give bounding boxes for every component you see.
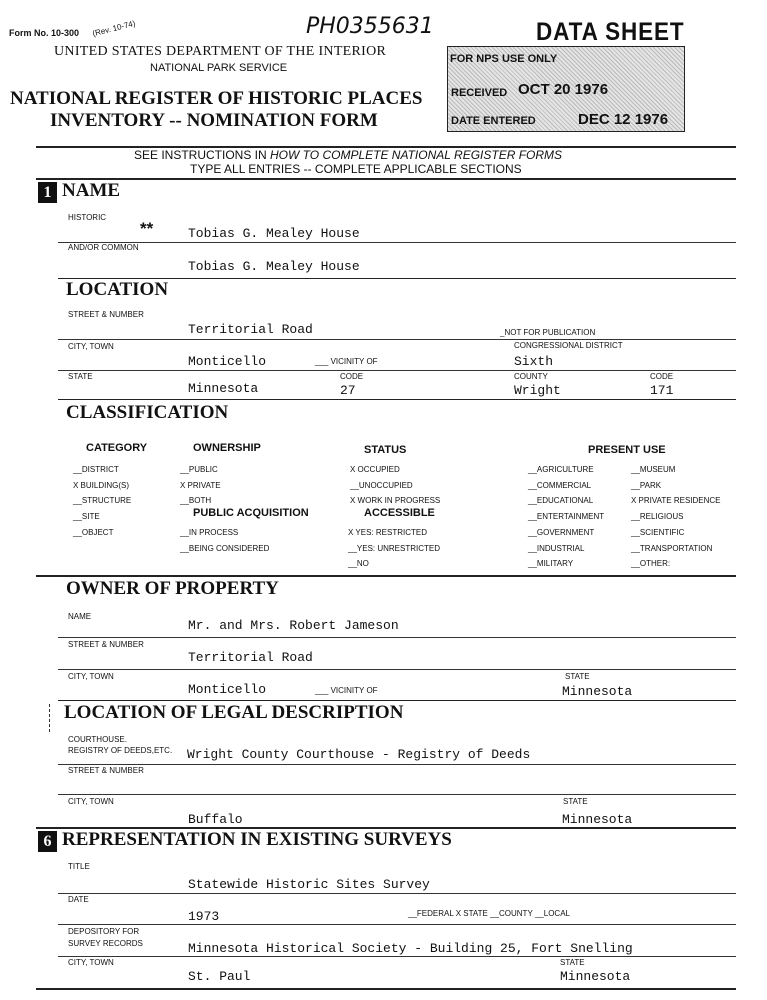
section-number-6: 6	[38, 831, 57, 852]
status-heading: STATUS	[364, 444, 407, 456]
owner-city-label: CITY, TOWN	[68, 672, 114, 681]
nps-use-box	[447, 46, 685, 132]
location-vicinity: ___ VICINITY OF	[315, 357, 378, 366]
owner-state-label: STATE	[565, 672, 590, 681]
ownership-list	[180, 462, 221, 509]
congressional-district-label: CONGRESSIONAL DISTRICT	[514, 341, 623, 350]
data-sheet-stamp: DATA SHEET	[536, 18, 685, 46]
accessible-no: __NO	[348, 559, 369, 569]
status-occupied: X OCCUPIED	[350, 465, 400, 474]
ownership-heading: OWNERSHIP	[193, 442, 261, 454]
owner-section-heading: OWNER OF PROPERTY	[66, 578, 279, 599]
survey-city-value: St. Paul	[188, 969, 251, 984]
depository-label-line1: DEPOSITORY FOR	[68, 927, 140, 936]
ownership-both: __BOTH	[180, 496, 212, 506]
form-revision: (Rev. 10-74)	[91, 18, 137, 39]
use-transportation: __TRANSPORTATION	[631, 543, 713, 553]
owner-name-label: NAME	[68, 612, 92, 621]
legal-state-value: Minnesota	[562, 812, 633, 827]
status-list	[350, 462, 440, 509]
location-state-label: STATE	[68, 372, 93, 381]
department-name: UNITED STATES DEPARTMENT OF THE INTERIOR	[54, 44, 387, 59]
ownership-private: X PRIVATE	[180, 480, 221, 490]
location-city-value: Monticello	[188, 354, 267, 369]
category-structure: __STRUCTURE	[73, 496, 132, 506]
owner-vicinity: ___ VICINITY OF	[315, 686, 378, 695]
county-label: COUNTY	[514, 372, 548, 381]
county-value: Wright	[514, 383, 561, 398]
use-industrial: __INDUSTRIAL	[528, 543, 585, 553]
classification-section-heading: CLASSIFICATION	[66, 402, 229, 423]
accessible-list	[348, 525, 440, 572]
nps-use-label: FOR NPS USE ONLY	[450, 53, 558, 65]
use-military: __MILITARY	[528, 559, 574, 569]
location-state-value: Minnesota	[188, 381, 259, 396]
state-code-value: 27	[340, 383, 356, 398]
public-acquisition-heading: PUBLIC ACQUISITION	[193, 507, 309, 519]
category-list	[73, 462, 131, 541]
use-museum: __MUSEUM	[631, 465, 676, 474]
category-object: __OBJECT	[73, 527, 114, 537]
not-for-publication: _NOT FOR PUBLICATION	[500, 328, 596, 337]
use-entertainment: __ENTERTAINMENT	[528, 512, 605, 522]
category-buildings: X BUILDING(S)	[73, 480, 130, 490]
form-number: Form No. 10-300	[9, 28, 80, 38]
use-other: __OTHER:	[631, 559, 671, 569]
acquisition-list	[180, 525, 269, 556]
name-section-heading: NAME	[62, 180, 121, 201]
courthouse-label-line2: REGISTRY OF DEEDS,ETC.	[68, 746, 173, 755]
category-heading: CATEGORY	[86, 442, 148, 454]
location-street-label: STREET & NUMBER	[68, 310, 144, 319]
present-use-list-right	[631, 462, 721, 572]
handwritten-id: PH0355631	[306, 14, 434, 39]
owner-state-value: Minnesota	[562, 684, 633, 699]
survey-state-value: Minnesota	[560, 969, 631, 984]
use-religious: __RELIGIOUS	[631, 512, 684, 522]
status-work-in-progress: X WORK IN PROGRESS	[350, 496, 441, 506]
location-section-heading: LOCATION	[66, 279, 169, 300]
owner-city-value: Monticello	[188, 682, 267, 697]
congressional-district-value: Sixth	[514, 354, 554, 369]
legal-city-label: CITY, TOWN	[68, 797, 114, 806]
owner-name-value: Mr. and Mrs. Robert Jameson	[188, 618, 399, 633]
accessible-unrestricted: __YES: UNRESTRICTED	[348, 543, 441, 553]
present-use-heading: PRESENT USE	[588, 444, 666, 456]
instructions-line1: SEE INSTRUCTIONS IN HOW TO COMPLETE NATIONAL REGISTER FORMS	[134, 148, 563, 162]
survey-date-value: 1973	[188, 909, 220, 924]
surveys-section-heading: REPRESENTATION IN EXISTING SURVEYS	[62, 829, 452, 850]
use-government: __GOVERNMENT	[528, 527, 595, 537]
category-district: __DISTRICT	[73, 465, 119, 474]
county-code-label: CODE	[650, 372, 674, 381]
date-entered-label: DATE ENTERED	[451, 115, 536, 127]
legal-state-label: STATE	[563, 797, 588, 806]
use-private-residence: X PRIVATE RESIDENCE	[631, 496, 721, 506]
category-site: __SITE	[73, 512, 100, 522]
use-commercial: __COMMERCIAL	[528, 480, 592, 490]
survey-title-value: Statewide Historic Sites Survey	[188, 877, 430, 892]
owner-street-label: STREET & NUMBER	[68, 640, 144, 649]
use-educational: __EDUCATIONAL	[528, 496, 594, 506]
common-name-label: AND/OR COMMON	[68, 243, 139, 252]
courthouse-value: Wright County Courthouse - Registry of Deeds	[187, 747, 531, 762]
accessible-heading: ACCESSIBLE	[364, 507, 435, 519]
form-title-line2: INVENTORY -- NOMINATION FORM	[50, 110, 378, 131]
received-date: OCT 20 1976	[518, 81, 609, 98]
historic-mark: **	[140, 219, 154, 238]
form-title-line1: NATIONAL REGISTER OF HISTORIC PLACES	[10, 88, 423, 109]
survey-city-label: CITY, TOWN	[68, 958, 114, 967]
legal-city-value: Buffalo	[188, 812, 243, 827]
depository-value: Minnesota Historical Society - Building 25, Fort Snelling	[188, 941, 633, 956]
historic-label: HISTORIC	[68, 213, 107, 222]
location-city-label: CITY, TOWN	[68, 342, 114, 351]
state-code-label: CODE	[340, 372, 364, 381]
present-use-list-left	[528, 462, 604, 572]
legal-street-label: STREET & NUMBER	[68, 766, 144, 775]
acquisition-being-considered: __BEING CONSIDERED	[180, 543, 270, 553]
received-label: RECEIVED	[451, 87, 508, 99]
legal-section-heading: LOCATION OF LEGAL DESCRIPTION	[64, 702, 404, 723]
depository-label-line2: SURVEY RECORDS	[68, 939, 143, 948]
owner-street-value: Territorial Road	[188, 650, 313, 665]
courthouse-label-line1: COURTHOUSE.	[68, 735, 127, 744]
acquisition-in-process: __IN PROCESS	[180, 528, 239, 537]
survey-levels: __FEDERAL X STATE __COUNTY __LOCAL	[408, 909, 570, 918]
survey-title-label: TITLE	[68, 862, 90, 871]
date-entered-value: DEC 12 1976	[578, 111, 669, 128]
accessible-restricted: X YES: RESTRICTED	[348, 528, 427, 537]
use-park: __PARK	[631, 480, 662, 490]
section-number-1: 1	[38, 182, 57, 203]
common-name-value: Tobias G. Mealey House	[188, 259, 360, 274]
survey-date-label: DATE	[68, 895, 89, 904]
use-agriculture: __AGRICULTURE	[528, 465, 594, 474]
instructions-line2: TYPE ALL ENTRIES -- COMPLETE APPLICABLE SECTIONS	[190, 162, 522, 176]
location-street-value: Territorial Road	[188, 322, 313, 337]
service-name: NATIONAL PARK SERVICE	[150, 62, 288, 74]
use-scientific: __SCIENTIFIC	[631, 527, 685, 537]
historic-name-value: Tobias G. Mealey House	[188, 226, 360, 241]
ownership-public: __PUBLIC	[180, 465, 218, 474]
status-unoccupied: __UNOCCUPIED	[350, 480, 413, 490]
county-code-value: 171	[650, 383, 674, 398]
survey-state-label: STATE	[560, 958, 585, 967]
